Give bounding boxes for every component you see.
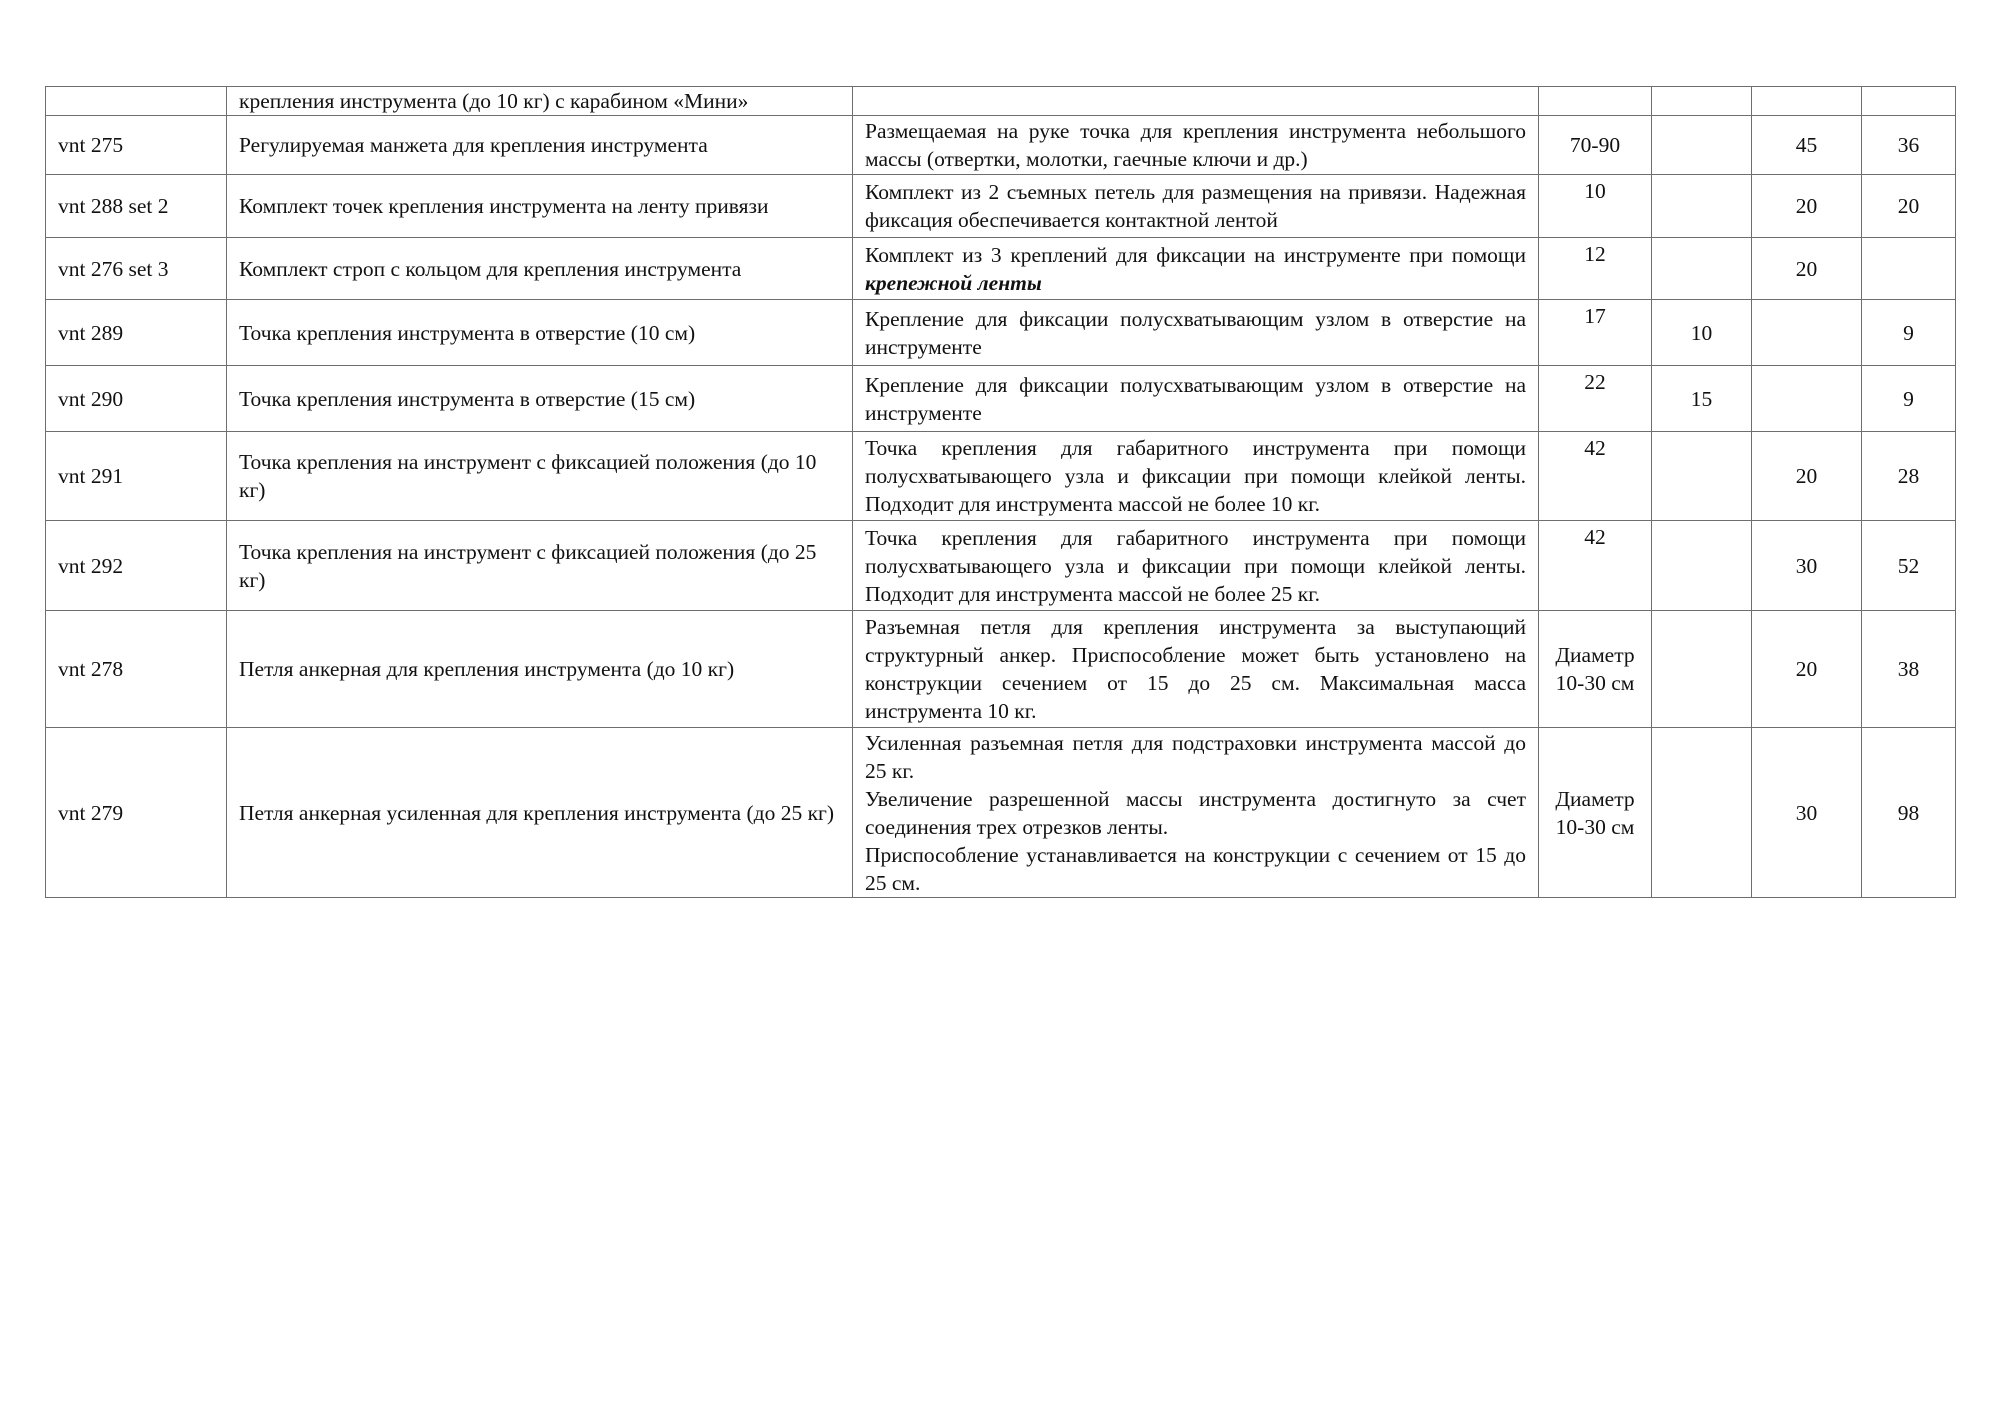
- description-text: Увеличение разрешенной массы инструмента достигнуто за счет соединения трех отрезков ленты.: [865, 786, 1526, 839]
- cell-col-2: [1652, 175, 1752, 238]
- cell-col-3: 30: [1752, 521, 1862, 611]
- cell-col-1: 42: [1539, 432, 1652, 521]
- cell-name: крепления инструмента (до 10 кг) с карабином «Мини»: [227, 87, 853, 116]
- cell-col-3: [1752, 87, 1862, 116]
- cell-col-2: [1652, 238, 1752, 300]
- cell-col-3: [1752, 300, 1862, 366]
- cell-col-4: 36: [1862, 116, 1956, 175]
- cell-col-1: Диаметр 10-30 см: [1539, 728, 1652, 898]
- cell-col-2: [1652, 611, 1752, 728]
- cell-col-3: 30: [1752, 728, 1862, 898]
- description-text: Комплект из 3 креплений для фиксации на инструменте при помощи: [865, 242, 1526, 267]
- cell-code: vnt 292: [46, 521, 227, 611]
- cell-code: [46, 87, 227, 116]
- cell-col-2: [1652, 116, 1752, 175]
- cell-code: vnt 288 set 2: [46, 175, 227, 238]
- cell-col-4: 9: [1862, 366, 1956, 432]
- table-row: [46, 366, 1956, 432]
- description-text: Крепление для фиксации полусхватывающим узлом в отверстие на инструменте: [865, 372, 1526, 425]
- cell-col-4: 98: [1862, 728, 1956, 898]
- cell-code: vnt 279: [46, 728, 227, 898]
- cell-col-3: 20: [1752, 175, 1862, 238]
- description-text: Точка крепления для габаритного инструмента при помощи полусхватывающего узла и фиксации при помощи клейкой ленты. Подходит для инструмента массой не более 10 кг.: [865, 436, 1526, 516]
- description-text: Усиленная разъемная петля для подстраховки инструмента массой до 25 кг.: [865, 730, 1526, 783]
- cell-col-2: 10: [1652, 300, 1752, 366]
- cell-description: [853, 521, 1539, 611]
- cell-name: Петля анкерная для крепления инструмента (до 10 кг): [227, 611, 853, 728]
- cell-name: Точка крепления на инструмент с фиксацией положения (до 25 кг): [227, 521, 853, 611]
- cell-col-1: Диаметр 10-30 см: [1539, 611, 1652, 728]
- table-row: [46, 87, 1956, 116]
- cell-name: Комплект точек крепления инструмента на ленту привязи: [227, 175, 853, 238]
- cell-col-3: 20: [1752, 432, 1862, 521]
- cell-code: vnt 291: [46, 432, 227, 521]
- cell-name: Комплект строп с кольцом для крепления инструмента: [227, 238, 853, 300]
- cell-col-1: [1539, 87, 1652, 116]
- cell-description: [853, 87, 1539, 116]
- table-row: [46, 728, 1956, 898]
- cell-description: [853, 366, 1539, 432]
- cell-name: Точка крепления инструмента в отверстие (10 см): [227, 300, 853, 366]
- cell-col-4: 9: [1862, 300, 1956, 366]
- description-text: Размещаемая на руке точка для крепления инструмента небольшого массы (отвертки, молотки, гаечные ключи и др.): [865, 119, 1526, 171]
- cell-col-4: [1862, 238, 1956, 300]
- cell-description: [853, 728, 1539, 898]
- cell-col-1: 42: [1539, 521, 1652, 611]
- description-text: Крепление для фиксации полусхватывающим узлом в отверстие на инструменте: [865, 306, 1526, 359]
- cell-description: [853, 611, 1539, 728]
- description-emphasis: крепежной ленты: [865, 270, 1042, 295]
- table-row: [46, 175, 1956, 238]
- cell-name: Точка крепления на инструмент с фиксацией положения (до 10 кг): [227, 432, 853, 521]
- equipment-spec-table: [45, 86, 1956, 898]
- cell-col-4: 28: [1862, 432, 1956, 521]
- description-text: Точка крепления для габаритного инструмента при помощи полусхватывающего узла и фиксации при помощи клейкой ленты. Подходит для инструмента массой не более 25 кг.: [865, 525, 1526, 606]
- table-row: [46, 238, 1956, 300]
- cell-code: vnt 275: [46, 116, 227, 175]
- cell-col-1: 22: [1539, 366, 1652, 432]
- cell-name: Петля анкерная усиленная для крепления инструмента (до 25 кг): [227, 728, 853, 898]
- table-row: [46, 300, 1956, 366]
- cell-col-2: [1652, 521, 1752, 611]
- cell-code: vnt 289: [46, 300, 227, 366]
- cell-col-4: 20: [1862, 175, 1956, 238]
- description-text: Комплект из 2 съемных петель для размещения на привязи. Надежная фиксация обеспечивается контактной лентой: [865, 180, 1526, 232]
- cell-code: vnt 278: [46, 611, 227, 728]
- cell-col-3: [1752, 366, 1862, 432]
- cell-name: Регулируемая манжета для крепления инструмента: [227, 116, 853, 175]
- cell-col-2: [1652, 87, 1752, 116]
- cell-code: vnt 290: [46, 366, 227, 432]
- cell-description: [853, 238, 1539, 300]
- cell-col-1: 12: [1539, 238, 1652, 300]
- cell-col-3: 45: [1752, 116, 1862, 175]
- cell-col-3: 20: [1752, 611, 1862, 728]
- cell-col-1: 17: [1539, 300, 1652, 366]
- table-row: [46, 521, 1956, 611]
- cell-col-2: [1652, 728, 1752, 898]
- description-text: Приспособление устанавливается на конструкции с сечением от 15 до 25 см.: [865, 842, 1526, 895]
- table-row: [46, 611, 1956, 728]
- cell-description: [853, 175, 1539, 238]
- cell-col-4: [1862, 87, 1956, 116]
- cell-col-2: 15: [1652, 366, 1752, 432]
- table-row: [46, 432, 1956, 521]
- cell-col-3: 20: [1752, 238, 1862, 300]
- cell-col-4: 52: [1862, 521, 1956, 611]
- cell-name: Точка крепления инструмента в отверстие (15 см): [227, 366, 853, 432]
- cell-col-1: 70-90: [1539, 116, 1652, 175]
- cell-description: [853, 432, 1539, 521]
- cell-col-4: 38: [1862, 611, 1956, 728]
- description-text: Разъемная петля для крепления инструмента за выступающий структурный анкер. Приспособление может быть установлено на конструкции сечением от 15 до 25 см. Максимальная масса инструмента 10 кг.: [865, 615, 1526, 723]
- cell-col-2: [1652, 432, 1752, 521]
- cell-description: [853, 300, 1539, 366]
- cell-description: [853, 116, 1539, 175]
- cell-col-1: 10: [1539, 175, 1652, 238]
- cell-code: vnt 276 set 3: [46, 238, 227, 300]
- table-row: [46, 116, 1956, 175]
